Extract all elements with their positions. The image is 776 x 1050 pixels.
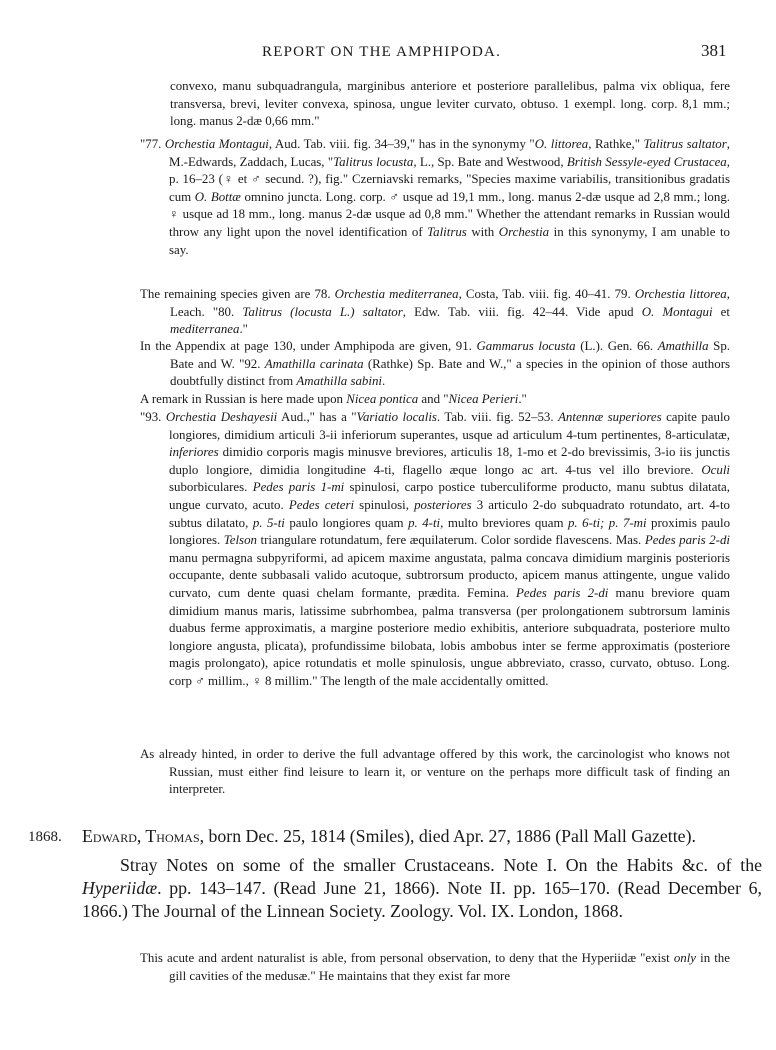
page-number: 381 [701,41,727,60]
entry-title: Stray Notes on some of the smaller Crustaceans. Note I. On the Habits &c. of the Hyperiidæ. pp. 143–147. (Read June 21, 1866). Note II. pp. 165–170. (Read December 6, 1866.) The Journal of the Linnean Society. Zoology. Vol. IX. London, 1868. [82,855,762,921]
entry-author: Edward, Thomas, born Dec. 25, 1814 (Smiles), died Apr. 27, 1886 (Pall Mall Gazette). [82,826,696,846]
paragraph-remaining-species: The remaining species given are 78. Orchestia mediterranea, Costa, Tab. viii. fig. 40–41. 79. Orchestia littorea, Leach. "80. Talitrus (locusta L.) saltator, Edw. Tab. viii. fig. 42–44. Vide apud O. Montagui et mediterranea." [140,287,730,337]
paragraph-russian-remark: A remark in Russian is here made upon Nicea pontica and "Nicea Perieri." [140,392,527,406]
paragraph-appendix: In the Appendix at page 130, under Amphipoda are given, 91. Gammarus locusta (L.). Gen. 66. Amathilla Sp. Bate and W. "92. Amathilla carinata (Rathke) Sp. Bate and W.," a species in the opinion of those authors doubtfully distinct from Amathilla sabini. [140,339,730,389]
quote-continuation: convexo, manu subquadrangula, marginibus anteriore et posteriore parallelibus, palma vix obliqua, fere transversa, brevi, leviter convexa, spinosa, ungue leviter curvato, obtuso. 1 exempl. long. corp. 8,1 mm.; long. manus 2-dæ 0,66 mm." [170,79,730,129]
species-name: Orchestia Montagui [164,137,269,151]
book-title: British Sessyle-eyed Crustacea [566,154,727,169]
entry-year: 1868. [28,829,62,845]
paragraph-as-already-hinted: As already hinted, in order to derive the full advantage offered by this work, the carcinologist who knows not Russian, must either find leisure to learn it, or venture on the perhaps more difficult task of finding an interpreter. [140,747,730,797]
paragraph-77: "77. Orchestia Montagui, Aud. Tab. viii. fig. 34–39," has in the synonymy "O. littorea, Rathke," Talitrus saltator, M.-Edwards, Zaddach, Lucas, "Talitrus locusta, L., Sp. Bate and Westwood, British Sessyle-eyed Crustacea, p. 16–23 (♀ et ♂ secund. ?), fig." Czerniavski remarks, "Species maxime variabilis, transitionibus gradatis cum O. Bottæ omnino juncta. Long. corp. ♂ usque ad 19,1 mm., long. manus 2-dæ usque ad 2,8 mm.; long. ♀ usque ad 18 mm., long. manus 2-dæ usque ad 0,8 mm." Whether the attendant remarks in Russian would throw any light upon the novel identification of Talitrus with Orchestia in this synonymy, I am unable to say. [140,137,730,257]
page-header [0,41,776,68]
running-head: REPORT ON THE AMPHIPODA. [262,44,502,60]
entry-notes: This acute and ardent naturalist is able, from personal observation, to deny that the Hyperiidæ "exist only in the gill cavities of the medusæ." He maintains that they exist far more [140,951,730,983]
quoted-text-block [170,78,730,131]
paragraph-93: "93. Orchestia Deshayesii Aud.," has a "Variatio localis. Tab. viii. fig. 52–53. Antennæ superiores capite paulo longiores, dimidium articuli 3-ii inferiorum superantes, usque ad articulum 4-tum pertinentes, 8-articulatæ, inferiores dimidio corporis magis minusve breviores, articulis 18, 1-mo et 2-do brevissimis, 3-io iis junctis duplo longiore, dimidia longitudine 4-ti, flagello æque longo ac art. 4-tus vel illo breviore. Oculi suborbiculares. Pedes paris 1-mi spinulosi, carpo postice tuberculiforme producto, manu subtus dilatata, ungue curvato, acuto. Pedes ceteri spinulosi, posteriores 3 articulo 2-do subquadrato rotundato, art. 4-to subtus dilatato, p. 5-ti paulo longiores quam p. 4-ti, multo breviores quam p. 6-ti; p. 7-mi proximis paulo longiores. Telson triangulare rotundatum, fere æquilaterum. Color sordide flavescens. Mas. Pedes paris 2-di manu permagna subpyriformi, ad apicem maxime angustata, palma concava dimidium marginis posterioris occupante, dente subbasali valido acutoque, subtrorsum producto, apicem manus attingente, ungue valido curvato, cum dente quasi chelam formante, prædita. Femina. Pedes paris 2-di manu breviore quam dimidium manus maris, latissime subrhombea, palma transversa (per prolongationem subtrorsum laminis duabus ferme approximatis, a margine posteriore medio exhibitis, anteriore subquadrata, posteriore multo longiore angusta, plicata), profundissime bilobata, lobis ambobus inter se ferme approximatis (posteriore magis prolongato), apice rotundatis et molle spinulosis, ungue abbreviato, crasso, curvato, obtuso. Long. corp ♂ millim., ♀ 8 millim." The length of the male accidentally omitted. [140,410,731,688]
